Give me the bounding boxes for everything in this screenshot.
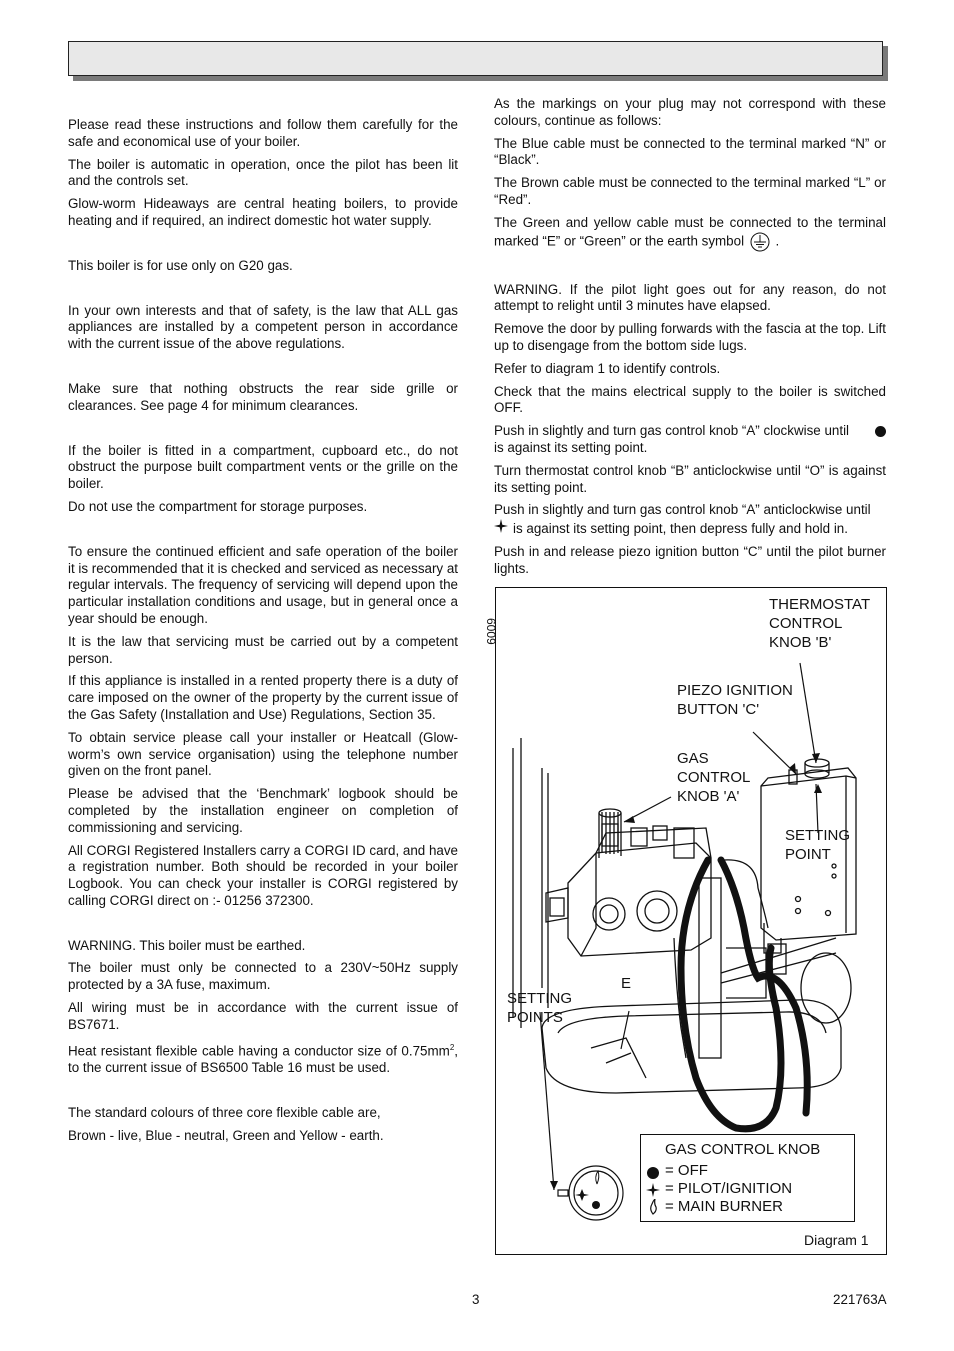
- paragraph: Remove the door by pulling forwards with the fascia at the top. Lift up to disengage from the bottom side lugs.: [494, 321, 886, 353]
- paragraph: Refer to diagram 1 to identify controls.: [494, 360, 721, 376]
- cable-text: Heat resistant flexible cable having a conductor size of 0.75mm: [68, 1043, 450, 1059]
- paragraph: As the markings on your plug may not correspond with these colours, continue as follows:: [494, 96, 886, 128]
- paragraph: The boiler is automatic in operation, once the pilot has been lit and the controls set.: [68, 156, 458, 189]
- paragraph: [494, 423, 886, 457]
- step-text: Push in slightly and turn gas control knob “A” anticlockwise until: [494, 502, 871, 518]
- step-text-end: is against its setting point.: [494, 439, 648, 455]
- document-code: 221763A: [833, 1292, 887, 1307]
- page-number: 3: [472, 1292, 480, 1307]
- superscript: 2: [449, 1042, 455, 1052]
- left-column: [68, 117, 458, 1150]
- diagram-caption: Diagram 1: [804, 1232, 869, 1248]
- paragraph: All wiring must be in accordance with the current issue of BS7671.: [68, 1000, 458, 1032]
- diagram-1: [484, 587, 887, 1255]
- pilot-star-icon: [494, 519, 508, 538]
- setting-points-label: SETTING POINTS: [507, 990, 573, 1026]
- right-column: [494, 96, 886, 584]
- paragraph: To ensure the continued efficient and safe operation of the boiler it is recommended that it is checked and serviced as necessary at regular intervals. The frequency of servicing will depend upon the particular installation conditions and usage, but in general once a year should be enough.: [68, 543, 459, 626]
- paragraph: If the boiler is fitted in a compartment, cupboard etc., do not obstruct the purpose built compartment vents or the grille on the boiler.: [68, 442, 458, 492]
- paragraph: Push in and release piezo ignition button “C” until the pilot burner lights.: [494, 543, 886, 576]
- paragraph: Please read these instructions and follow them carefully for the safe and economical use of your boiler.: [68, 117, 458, 149]
- paragraph: WARNING. This boiler must be earthed.: [68, 937, 306, 953]
- legend-title: GAS CONTROL KNOB: [665, 1141, 821, 1158]
- legend-off: = OFF: [665, 1162, 708, 1179]
- paragraph: Turn thermostat control knob “B” anticlockwise until “O” is against its setting point.: [494, 462, 886, 495]
- gas-control-legend: [640, 1134, 855, 1222]
- paragraph: [494, 502, 886, 538]
- period: .: [775, 233, 780, 249]
- paragraph: WARNING. If the pilot light goes out for any reason, do not attempt to relight until 3 minutes have elapsed.: [494, 281, 886, 314]
- gas-knob-label: GAS CONTROL KNOB 'A': [677, 750, 751, 805]
- figure-number: 6009: [484, 618, 498, 645]
- paragraph: This boiler is for use only on G20 gas.: [68, 257, 293, 273]
- paragraph: The Brown cable must be connected to the terminal marked “L” or “Red”.: [494, 175, 886, 207]
- off-dot-icon: [875, 426, 886, 437]
- section-header-bar: [68, 41, 883, 76]
- cable-text-end: , to the current issue of BS6500 Table 16 must be used.: [68, 1043, 458, 1075]
- off-dot-icon: [647, 1167, 659, 1179]
- paragraph: Brown - live, Blue - neutral, Green and Yellow - earth.: [68, 1127, 384, 1143]
- step-text: Push in slightly and turn gas control knob “A” clockwise until: [494, 423, 850, 439]
- step-text-end: is against its setting point, then depress fully and hold in.: [513, 521, 848, 537]
- paragraph: Do not use the compartment for storage purposes.: [68, 498, 368, 514]
- earth-text: The Green and yellow cable must be connected to the terminal marked “E” or “Green” or the earth symbol: [494, 214, 886, 249]
- paragraph: It is the law that servicing must be carried out by a competent person.: [68, 633, 458, 666]
- paragraph: [68, 1040, 458, 1077]
- paragraph: The boiler must only be connected to a 230V~50Hz supply protected by a 3A fuse, maximum.: [68, 960, 458, 993]
- paragraph: All CORGI Registered Installers carry a CORGI ID card, and have a registration number. Both should be recorded in your boiler Logbook. You can check your installer is CORGI registered by calling CORGI direct on :- 01256 372300.: [68, 842, 458, 908]
- paragraph: Make sure that nothing obstructs the rear side grille or clearances. See page 4 for minimum clearances.: [68, 380, 458, 413]
- pilot-star-icon: [646, 1183, 660, 1197]
- paragraph: To obtain service please call your installer or Heatcall (Glow-worm’s own service organisation) using the telephone number given on the front panel.: [68, 729, 458, 779]
- legend-main: = MAIN BURNER: [665, 1198, 783, 1215]
- paragraph: Please be advised that the ‘Benchmark’ logbook should be completed by the installation engineer on completion of commissioning and servicing.: [68, 786, 458, 835]
- thermostat-label: THERMOSTAT CONTROL KNOB 'B': [769, 596, 871, 651]
- paragraph: The standard colours of three core flexible cable are,: [68, 1104, 381, 1120]
- piezo-label: PIEZO IGNITION BUTTON 'C': [677, 682, 793, 718]
- paragraph: In your own interests and that of safety, is the law that ALL gas appliances are installed by a competent person in accordance with the current issue of the above regulations.: [68, 302, 458, 352]
- setting-point-label: SETTING POINT: [785, 827, 851, 863]
- paragraph: Check that the mains electrical supply to the boiler is switched OFF.: [494, 383, 886, 416]
- earth-symbol-icon: [748, 232, 772, 252]
- paragraph: [494, 215, 886, 252]
- paragraph: If this appliance is installed in a rented property there is a duty of care imposed on the owner of the property by the current issue of the Gas Safety (Installation and Use) Regulations, Section 35.: [68, 673, 458, 722]
- paragraph: Glow-worm Hideaways are central heating boilers, to provide heating and if required, an indirect domestic hot water supply.: [68, 196, 458, 228]
- paragraph: The Blue cable must be connected to the terminal marked “N” or “Black”.: [494, 135, 886, 168]
- legend-pilot: = PILOT/IGNITION: [665, 1180, 793, 1197]
- main-burner-flame-icon: [648, 1199, 658, 1215]
- e-label: E: [621, 975, 632, 992]
